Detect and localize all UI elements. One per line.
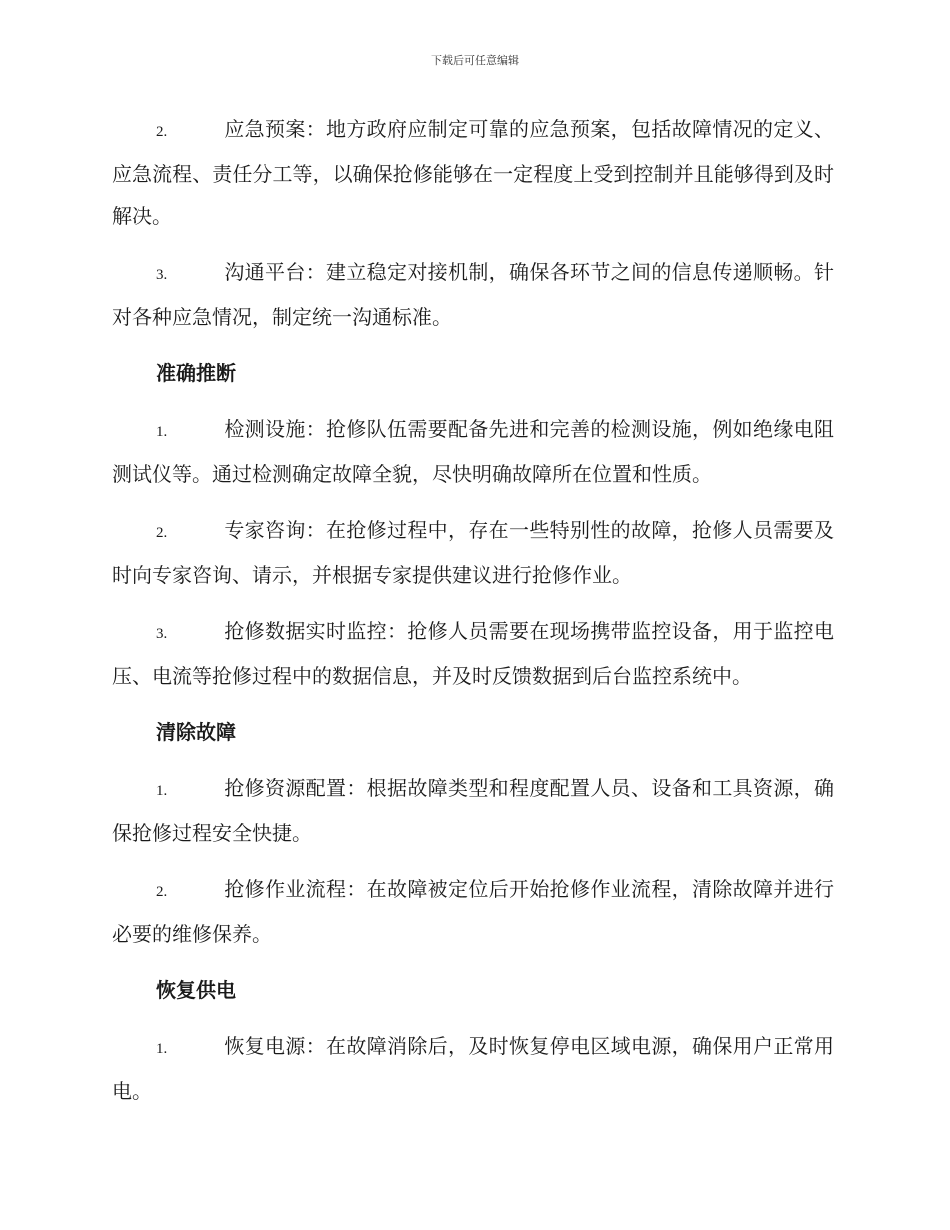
item-text: 抢修资源配置：根据故障类型和程度配置人员、设备和工具资源，确保抢修过程安全快捷。 xyxy=(112,776,834,845)
list-item xyxy=(112,509,834,596)
list-item xyxy=(112,1025,834,1112)
item-text: 抢修作业流程：在故障被定位后开始抢修作业流程，清除故障并进行必要的维修保养。 xyxy=(112,877,834,946)
item-number: 1. xyxy=(156,783,168,799)
page-header-note: 下载后可任意编辑 xyxy=(431,54,519,67)
item-number: 3. xyxy=(156,267,168,283)
list-item xyxy=(112,767,834,854)
list-item xyxy=(112,610,834,697)
item-number: 1. xyxy=(156,1041,168,1057)
item-text: 检测设施：抢修队伍需要配备先进和完善的检测设施，例如绝缘电阻测试仪等。通过检测确定故障全貌，尽快明确故障所在位置和性质。 xyxy=(112,417,834,486)
item-number: 2. xyxy=(156,525,168,541)
item-number: 2. xyxy=(156,884,168,900)
item-text: 专家咨询：在抢修过程中，存在一些特别性的故障，抢修人员需要及时向专家咨询、请示，并根据专家提供建议进行抢修作业。 xyxy=(112,518,834,587)
list-item xyxy=(112,251,834,338)
section-heading: 恢复供电 xyxy=(156,978,236,1002)
list-item xyxy=(112,108,834,237)
list-item xyxy=(112,408,834,495)
document-body xyxy=(112,108,834,1126)
item-text: 沟通平台：建立稳定对接机制，确保各环节之间的信息传递顺畅。针对各种应急情况，制定统一沟通标准。 xyxy=(112,260,834,329)
item-number: 3. xyxy=(156,626,168,642)
item-number: 1. xyxy=(156,424,168,440)
section-heading: 清除故障 xyxy=(156,720,236,744)
section-heading: 准确推断 xyxy=(156,361,236,385)
list-item xyxy=(112,868,834,955)
item-text: 抢修数据实时监控：抢修人员需要在现场携带监控设备，用于监控电压、电流等抢修过程中的数据信息，并及时反馈数据到后台监控系统中。 xyxy=(112,619,834,688)
item-text: 应急预案：地方政府应制定可靠的应急预案，包括故障情况的定义、应急流程、责任分工等，以确保抢修能够在一定程度上受到控制并且能够得到及时解决。 xyxy=(112,117,834,228)
item-text: 恢复电源：在故障消除后，及时恢复停电区域电源，确保用户正常用电。 xyxy=(112,1034,834,1103)
item-number: 2. xyxy=(156,124,168,140)
